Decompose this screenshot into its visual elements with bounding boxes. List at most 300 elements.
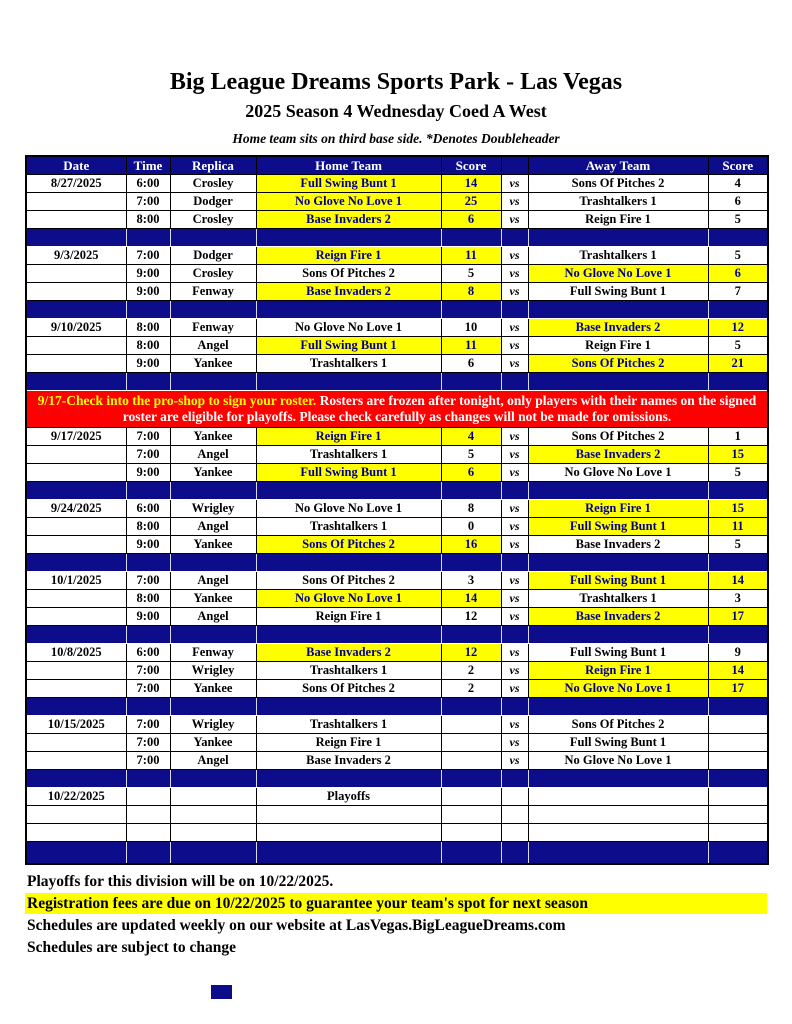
game-row: [26, 752, 768, 770]
time-cell: 8:00: [126, 590, 170, 608]
time-cell: 7:00: [126, 752, 170, 770]
away-team-cell: Base Invaders 2: [528, 536, 708, 554]
separator-row: [26, 554, 768, 572]
home-score-cell: 14: [441, 590, 501, 608]
replica-cell: Yankee: [170, 355, 256, 373]
column-header: Time: [126, 156, 170, 175]
away-score-cell: 14: [708, 572, 768, 590]
separator-row: [26, 698, 768, 716]
replica-cell: Yankee: [170, 536, 256, 554]
separator-cell: [256, 482, 441, 500]
game-row: [26, 337, 768, 355]
separator-cell: [26, 373, 126, 391]
date-cell: [26, 265, 126, 283]
separator-cell: [528, 626, 708, 644]
separator-row: [26, 482, 768, 500]
game-row: [26, 446, 768, 464]
home-team-cell: Trashtalkers 1: [256, 518, 441, 536]
home-score-cell: 5: [441, 446, 501, 464]
home-team-cell: Sons Of Pitches 2: [256, 572, 441, 590]
game-row: [26, 590, 768, 608]
away-team-cell: Full Swing Bunt 1: [528, 572, 708, 590]
home-score-cell: 8: [441, 500, 501, 518]
date-cell: [26, 283, 126, 301]
roster-notice: [26, 391, 768, 428]
separator-cell: [256, 373, 441, 391]
time-cell: 7:00: [126, 662, 170, 680]
home-score-cell: 0: [441, 518, 501, 536]
separator-cell: [126, 554, 170, 572]
home-score-cell: 25: [441, 193, 501, 211]
game-row: [26, 536, 768, 554]
empty-cell: [256, 806, 441, 824]
home-team-cell: Trashtalkers 1: [256, 716, 441, 734]
home-team-cell: No Glove No Love 1: [256, 193, 441, 211]
empty-row: [26, 806, 768, 824]
home-score-cell: 3: [441, 572, 501, 590]
away-team-cell: Trashtalkers 1: [528, 247, 708, 265]
separator-cell: [126, 842, 170, 865]
vs-cell: vs: [501, 211, 528, 229]
time-cell: 7:00: [126, 680, 170, 698]
replica-cell: Crosley: [170, 265, 256, 283]
away-team-cell: Reign Fire 1: [528, 211, 708, 229]
time-cell: 6:00: [126, 500, 170, 518]
empty-cell: [501, 806, 528, 824]
empty-cell: [26, 806, 126, 824]
separator-row: [26, 301, 768, 319]
game-row: [26, 211, 768, 229]
vs-cell: vs: [501, 644, 528, 662]
separator-cell: [256, 301, 441, 319]
away-team-cell: Full Swing Bunt 1: [528, 644, 708, 662]
vs-cell: vs: [501, 355, 528, 373]
replica-cell: Fenway: [170, 319, 256, 337]
home-team-cell: Base Invaders 2: [256, 644, 441, 662]
away-team-cell: Full Swing Bunt 1: [528, 734, 708, 752]
separator-cell: [26, 301, 126, 319]
footer-line: Schedules are updated weekly on our website at LasVegas.BigLeagueDreams.com: [27, 917, 566, 934]
away-score-cell: 4: [708, 175, 768, 193]
home-score-cell: 12: [441, 608, 501, 626]
vs-cell: vs: [501, 193, 528, 211]
empty-cell: [126, 824, 170, 842]
home-score-cell: [441, 716, 501, 734]
replica-cell: [170, 788, 256, 806]
away-score-cell: 6: [708, 193, 768, 211]
vs-cell: vs: [501, 716, 528, 734]
separator-cell: [126, 698, 170, 716]
separator-cell: [441, 842, 501, 865]
replica-cell: Yankee: [170, 590, 256, 608]
date-cell: [26, 536, 126, 554]
away-score-cell: 21: [708, 355, 768, 373]
replica-cell: Angel: [170, 337, 256, 355]
away-team-cell: Sons Of Pitches 2: [528, 355, 708, 373]
away-score-cell: 5: [708, 211, 768, 229]
away-score-cell: 7: [708, 283, 768, 301]
away-score-cell: 15: [708, 446, 768, 464]
replica-cell: Yankee: [170, 464, 256, 482]
away-score-cell: 12: [708, 319, 768, 337]
date-cell: 9/24/2025: [26, 500, 126, 518]
separator-cell: [256, 229, 441, 247]
empty-cell: [256, 824, 441, 842]
empty-cell: [441, 806, 501, 824]
date-cell: [26, 446, 126, 464]
separator-row: [26, 626, 768, 644]
empty-cell: [26, 824, 126, 842]
date-cell: [26, 590, 126, 608]
footer-line: Playoffs for this division will be on 10/22/2025.: [27, 873, 334, 890]
separator-cell: [256, 770, 441, 788]
separator-cell: [126, 482, 170, 500]
replica-cell: Wrigley: [170, 716, 256, 734]
season-subtitle: 2025 Season 4 Wednesday Coed A West: [245, 101, 547, 121]
vs-cell: [501, 788, 528, 806]
away-score-cell: 17: [708, 608, 768, 626]
separator-cell: [501, 229, 528, 247]
separator-cell: [26, 482, 126, 500]
separator-cell: [26, 842, 126, 865]
time-cell: 9:00: [126, 536, 170, 554]
game-row: [26, 518, 768, 536]
separator-cell: [528, 482, 708, 500]
empty-cell: [708, 806, 768, 824]
away-team-cell: No Glove No Love 1: [528, 752, 708, 770]
game-row: [26, 644, 768, 662]
replica-cell: Fenway: [170, 644, 256, 662]
game-row: [26, 716, 768, 734]
date-cell: [26, 608, 126, 626]
replica-cell: Yankee: [170, 734, 256, 752]
empty-cell: [708, 824, 768, 842]
game-row: [26, 464, 768, 482]
separator-cell: [528, 554, 708, 572]
vs-cell: vs: [501, 734, 528, 752]
separator-cell: [126, 229, 170, 247]
separator-row: [26, 373, 768, 391]
separator-cell: [708, 770, 768, 788]
away-team-cell: Reign Fire 1: [528, 662, 708, 680]
separator-cell: [170, 482, 256, 500]
date-cell: [26, 680, 126, 698]
separator-cell: [441, 229, 501, 247]
separator-cell: [501, 698, 528, 716]
away-score-cell: 5: [708, 337, 768, 355]
date-cell: [26, 734, 126, 752]
empty-cell: [501, 824, 528, 842]
separator-cell: [26, 554, 126, 572]
empty-cell: [170, 824, 256, 842]
replica-cell: Dodger: [170, 193, 256, 211]
date-cell: 9/10/2025: [26, 319, 126, 337]
game-row: [26, 319, 768, 337]
replica-cell: Crosley: [170, 211, 256, 229]
home-score-cell: 6: [441, 211, 501, 229]
away-score-cell: 17: [708, 680, 768, 698]
playoffs-row: [26, 788, 768, 806]
separator-cell: [708, 229, 768, 247]
vs-cell: vs: [501, 283, 528, 301]
vs-cell: vs: [501, 662, 528, 680]
replica-cell: Angel: [170, 608, 256, 626]
time-cell: 7:00: [126, 193, 170, 211]
stray-blue-mark: [211, 985, 232, 999]
footer-line: Schedules are subject to change: [27, 939, 236, 956]
table-header-row: [26, 156, 768, 175]
time-cell: 9:00: [126, 283, 170, 301]
replica-cell: Crosley: [170, 175, 256, 193]
date-cell: 8/27/2025: [26, 175, 126, 193]
game-row: [26, 572, 768, 590]
home-team-cell: Sons Of Pitches 2: [256, 536, 441, 554]
separator-cell: [528, 229, 708, 247]
vs-cell: vs: [501, 464, 528, 482]
home-team-cell: Sons Of Pitches 2: [256, 265, 441, 283]
home-score-cell: 16: [441, 536, 501, 554]
vs-cell: vs: [501, 518, 528, 536]
away-score-cell: 5: [708, 464, 768, 482]
footer-notes: [25, 871, 767, 958]
home-team-cell: Trashtalkers 1: [256, 446, 441, 464]
vs-cell: vs: [501, 265, 528, 283]
away-team-cell: Full Swing Bunt 1: [528, 518, 708, 536]
separator-cell: [501, 626, 528, 644]
home-team-cell: Sons Of Pitches 2: [256, 680, 441, 698]
vs-cell: vs: [501, 247, 528, 265]
separator-cell: [170, 554, 256, 572]
away-score-cell: 3: [708, 590, 768, 608]
replica-cell: Wrigley: [170, 662, 256, 680]
separator-cell: [256, 626, 441, 644]
separator-row: [26, 770, 768, 788]
home-score-cell: [441, 788, 501, 806]
away-score-cell: 15: [708, 500, 768, 518]
date-cell: [26, 211, 126, 229]
home-score-cell: 6: [441, 355, 501, 373]
home-score-cell: 10: [441, 319, 501, 337]
away-score-cell: 5: [708, 536, 768, 554]
away-score-cell: 14: [708, 662, 768, 680]
away-score-cell: [708, 752, 768, 770]
away-team-cell: Sons Of Pitches 2: [528, 175, 708, 193]
away-score-cell: [708, 734, 768, 752]
date-cell: [26, 355, 126, 373]
home-team-cell: Base Invaders 2: [256, 283, 441, 301]
away-team-cell: Full Swing Bunt 1: [528, 283, 708, 301]
away-team-cell: Base Invaders 2: [528, 446, 708, 464]
separator-cell: [708, 373, 768, 391]
date-cell: [26, 337, 126, 355]
away-team-cell: No Glove No Love 1: [528, 464, 708, 482]
separator-cell: [441, 554, 501, 572]
roster-notice-highlight: 9/17-Check into the pro-shop to sign your roster.: [37, 393, 317, 408]
away-team-cell: No Glove No Love 1: [528, 265, 708, 283]
home-team-note: Home team sits on third base side. *Denotes Doubleheader: [232, 131, 560, 146]
time-cell: 8:00: [126, 518, 170, 536]
time-cell: 8:00: [126, 337, 170, 355]
separator-cell: [501, 482, 528, 500]
separator-cell: [170, 770, 256, 788]
separator-cell: [441, 626, 501, 644]
separator-cell: [170, 626, 256, 644]
game-row: [26, 734, 768, 752]
replica-cell: Angel: [170, 446, 256, 464]
separator-cell: [501, 842, 528, 865]
replica-cell: Yankee: [170, 428, 256, 446]
separator-cell: [501, 554, 528, 572]
separator-cell: [26, 698, 126, 716]
separator-cell: [501, 373, 528, 391]
away-score-cell: 11: [708, 518, 768, 536]
time-cell: 9:00: [126, 265, 170, 283]
home-score-cell: 14: [441, 175, 501, 193]
home-score-cell: 4: [441, 428, 501, 446]
separator-cell: [441, 698, 501, 716]
home-score-cell: [441, 734, 501, 752]
date-cell: [26, 752, 126, 770]
vs-cell: vs: [501, 608, 528, 626]
home-team-cell: Base Invaders 2: [256, 211, 441, 229]
date-cell: 10/22/2025: [26, 788, 126, 806]
game-row: [26, 428, 768, 446]
separator-cell: [256, 842, 441, 865]
home-score-cell: [441, 752, 501, 770]
vs-cell: vs: [501, 337, 528, 355]
away-team-cell: Sons Of Pitches 2: [528, 428, 708, 446]
date-cell: [26, 464, 126, 482]
away-score-cell: 6: [708, 265, 768, 283]
column-header: Score: [708, 156, 768, 175]
separator-row: [26, 229, 768, 247]
separator-cell: [528, 301, 708, 319]
vs-cell: vs: [501, 446, 528, 464]
separator-cell: [708, 301, 768, 319]
away-team-cell: [528, 788, 708, 806]
column-header: Home Team: [256, 156, 441, 175]
separator-cell: [441, 373, 501, 391]
replica-cell: Wrigley: [170, 500, 256, 518]
separator-cell: [26, 229, 126, 247]
separator-cell: [441, 482, 501, 500]
separator-cell: [528, 373, 708, 391]
home-team-cell: Base Invaders 2: [256, 752, 441, 770]
home-team-cell: No Glove No Love 1: [256, 319, 441, 337]
empty-row: [26, 824, 768, 842]
separator-cell: [528, 842, 708, 865]
away-score-cell: [708, 788, 768, 806]
home-score-cell: 2: [441, 680, 501, 698]
home-score-cell: 6: [441, 464, 501, 482]
date-cell: 10/15/2025: [26, 716, 126, 734]
empty-cell: [528, 824, 708, 842]
notice-banner-row: [26, 391, 768, 428]
empty-cell: [441, 824, 501, 842]
home-team-cell: Reign Fire 1: [256, 428, 441, 446]
separator-cell: [441, 301, 501, 319]
away-team-cell: Reign Fire 1: [528, 337, 708, 355]
date-cell: 10/8/2025: [26, 644, 126, 662]
separator-cell: [170, 842, 256, 865]
time-cell: 6:00: [126, 644, 170, 662]
away-team-cell: Sons Of Pitches 2: [528, 716, 708, 734]
time-cell: 7:00: [126, 734, 170, 752]
replica-cell: Yankee: [170, 680, 256, 698]
empty-cell: [528, 806, 708, 824]
home-score-cell: 11: [441, 247, 501, 265]
home-team-cell: Reign Fire 1: [256, 608, 441, 626]
separator-cell: [708, 842, 768, 865]
home-team-cell: Trashtalkers 1: [256, 355, 441, 373]
column-header: Replica: [170, 156, 256, 175]
separator-cell: [126, 373, 170, 391]
time-cell: 7:00: [126, 428, 170, 446]
vs-cell: vs: [501, 428, 528, 446]
separator-cell: [256, 698, 441, 716]
vs-cell: vs: [501, 500, 528, 518]
home-team-cell: Full Swing Bunt 1: [256, 464, 441, 482]
away-team-cell: Trashtalkers 1: [528, 590, 708, 608]
separator-cell: [501, 770, 528, 788]
away-team-cell: No Glove No Love 1: [528, 680, 708, 698]
separator-cell: [170, 229, 256, 247]
page-title: Big League Dreams Sports Park - Las Vegas: [169, 69, 623, 95]
column-header: [501, 156, 528, 175]
home-score-cell: 12: [441, 644, 501, 662]
date-cell: [26, 662, 126, 680]
date-cell: 9/3/2025: [26, 247, 126, 265]
separator-cell: [708, 554, 768, 572]
playoffs-label-cell: Playoffs: [256, 788, 441, 806]
time-cell: 9:00: [126, 608, 170, 626]
game-row: [26, 662, 768, 680]
away-score-cell: 9: [708, 644, 768, 662]
home-team-cell: No Glove No Love 1: [256, 590, 441, 608]
time-cell: 7:00: [126, 572, 170, 590]
game-row: [26, 193, 768, 211]
home-score-cell: 2: [441, 662, 501, 680]
vs-cell: vs: [501, 680, 528, 698]
separator-cell: [126, 770, 170, 788]
home-team-cell: Full Swing Bunt 1: [256, 337, 441, 355]
time-cell: 6:00: [126, 175, 170, 193]
away-team-cell: Base Invaders 2: [528, 319, 708, 337]
home-score-cell: 11: [441, 337, 501, 355]
separator-cell: [528, 770, 708, 788]
game-row: [26, 500, 768, 518]
away-score-cell: 1: [708, 428, 768, 446]
separator-cell: [708, 482, 768, 500]
vs-cell: vs: [501, 590, 528, 608]
separator-cell: [126, 301, 170, 319]
home-team-cell: No Glove No Love 1: [256, 500, 441, 518]
vs-cell: vs: [501, 175, 528, 193]
date-cell: 9/17/2025: [26, 428, 126, 446]
separator-cell: [170, 373, 256, 391]
game-row: [26, 283, 768, 301]
separator-cell: [708, 698, 768, 716]
away-score-cell: 5: [708, 247, 768, 265]
replica-cell: Angel: [170, 572, 256, 590]
separator-row: [26, 842, 768, 865]
home-score-cell: 8: [441, 283, 501, 301]
separator-cell: [528, 698, 708, 716]
time-cell: [126, 788, 170, 806]
empty-cell: [126, 806, 170, 824]
time-cell: 7:00: [126, 716, 170, 734]
away-score-cell: [708, 716, 768, 734]
